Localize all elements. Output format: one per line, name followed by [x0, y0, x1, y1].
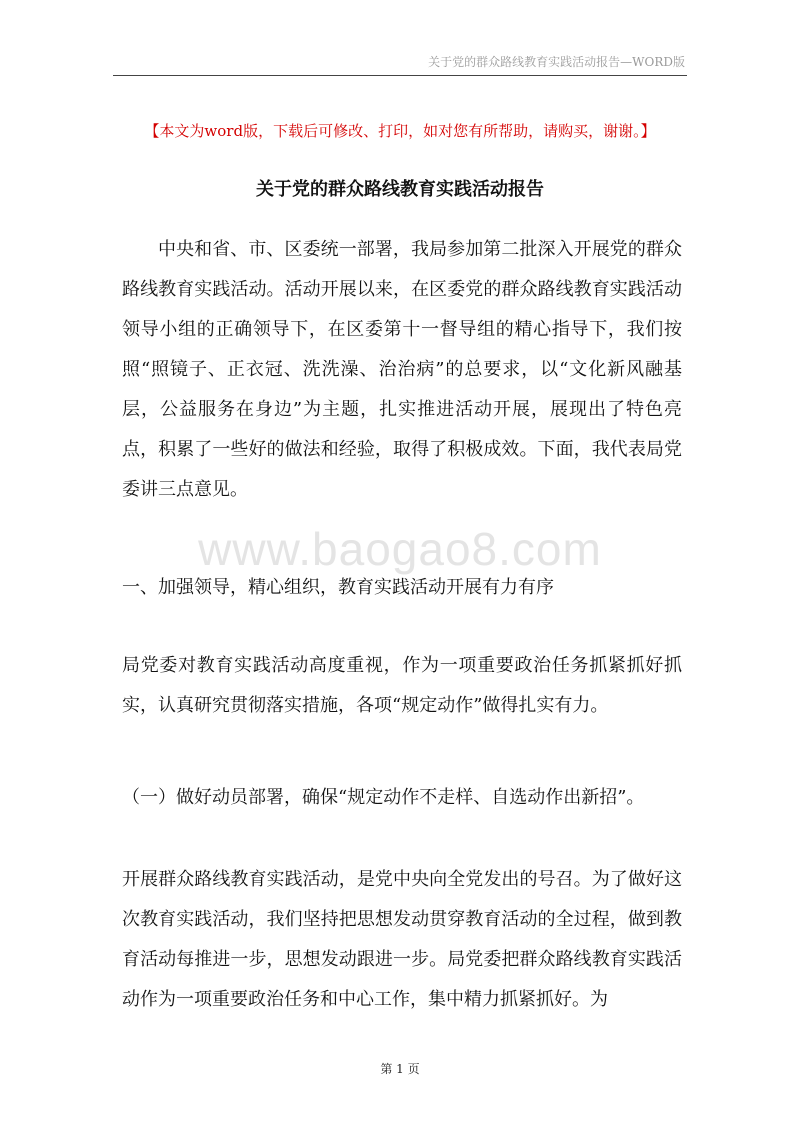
subsection-heading-1: （一）做好动员部署，确保“规定动作不走样、自选动作出新招”。: [122, 787, 645, 808]
body-paragraph-intro: 中央和省、市、区委统一部署，我局参加第二批深入开展党的群众路线教育实践活动。活动开展以来，在区委党的群众路线教育实践活动领导小组的正确领导下，在区委第十一督导组的精心指导下，我们按照“照镜子、正衣冠、洗洗澡、治治病”的总要求，以“文化新风融基层，公益服务在身边”为主题，扎实推进活动开展，展现出了特色亮点，积累了一些好的做法和经验，取得了积极成效。下面，我代表局党委讲三点意见。: [122, 239, 682, 500]
body-paragraph-subsection1: 开展群众路线教育实践活动，是党中央向全党发出的号召。为了做好这次教育实践活动，我们坚持把思想发动贯穿教育活动的全过程，做到教育活动每推进一步，思想发动跟进一步。局党委把群众路线教育实践活动作为一项重要政治任务和中心工作，集中精力抓紧抓好。为: [122, 869, 682, 1010]
header-divider: [113, 75, 687, 76]
page-number: 第 1 页: [380, 1062, 420, 1076]
section-heading-1: 一、加强领导，精心组织，教育实践活动开展有力有序: [122, 577, 554, 598]
body-paragraph-section1: 局党委对教育实践活动高度重视，作为一项重要政治任务抓紧抓好抓实，认真研究贯彻落实措施，各项“规定动作”做得扎实有力。: [122, 655, 682, 716]
download-notice: 【本文为word版，下载后可修改、打印，如对您有所帮助，请购买，谢谢。】: [144, 122, 656, 140]
site-watermark: www.baogao8.com: [198, 523, 602, 575]
running-header: 关于党的群众路线教育实践活动报告—WORD版: [428, 55, 685, 69]
page-title: 关于党的群众路线教育实践活动报告: [256, 179, 544, 200]
